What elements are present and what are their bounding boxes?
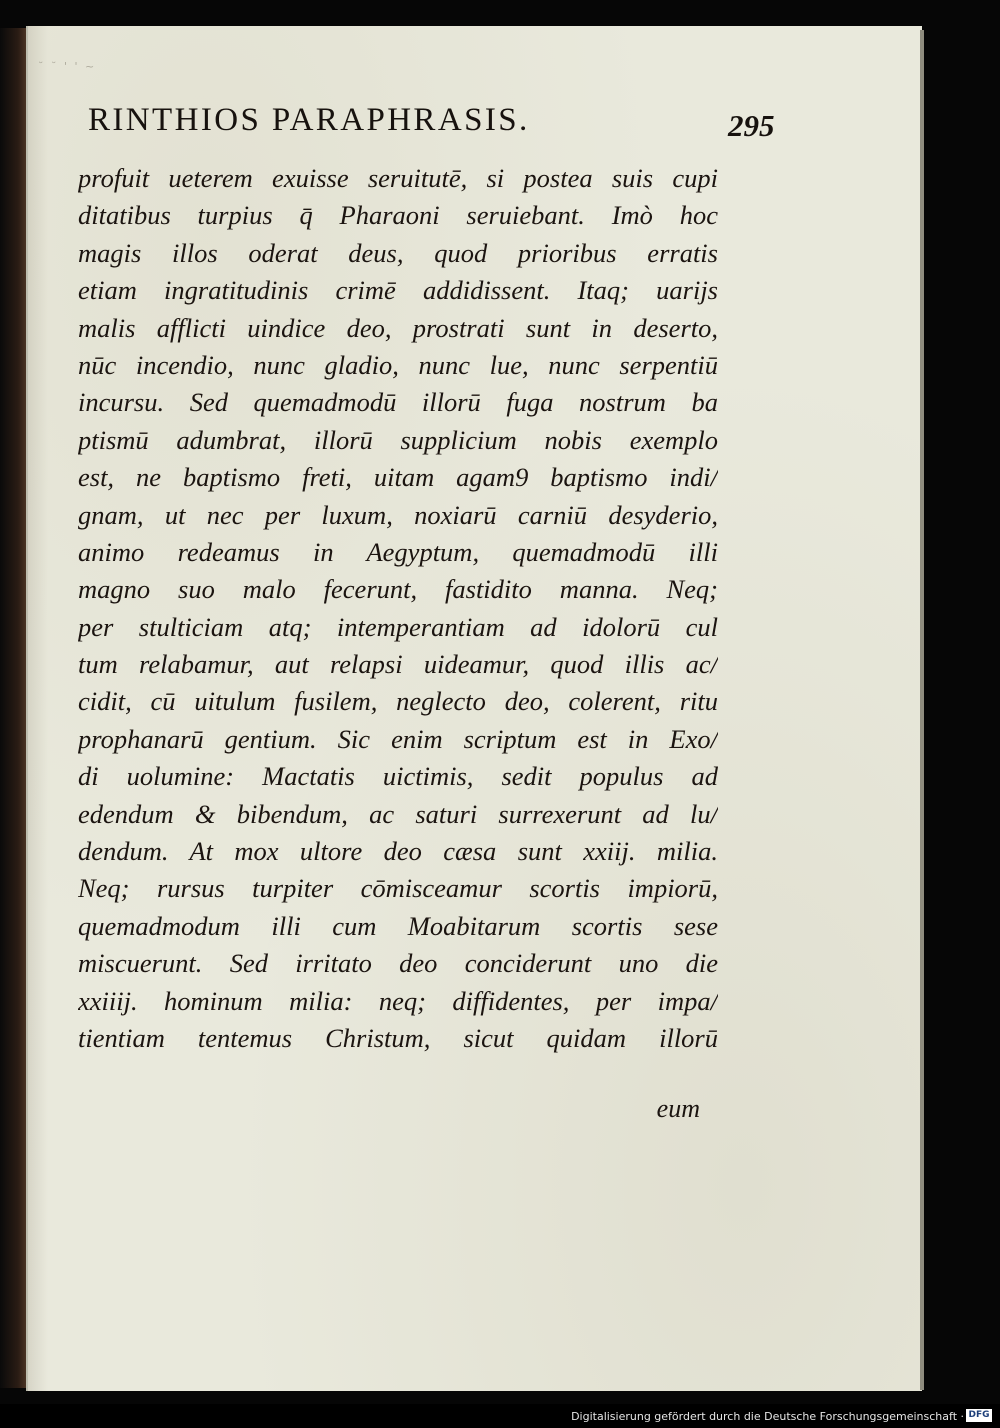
- text-line: gnam, ut nec per luxum, noxiarū carniū desyderio,: [78, 499, 718, 530]
- dfg-logo[interactable]: DFG: [966, 1409, 992, 1422]
- text-line: profuit ueterem exuisse seruitutē, si postea suis cupi: [78, 163, 718, 193]
- text-line: etiam ingratitudinis crimē addidissent. Itaq; uariјs: [78, 275, 718, 306]
- catchword: eum: [656, 1094, 700, 1123]
- text-line: est, ne baptismo freti, uitam agam9 baptismo indi/: [78, 462, 718, 493]
- text-line: prophanarū gentium. Sic enim scriptum est in Exo/: [78, 723, 718, 754]
- text-line: edendum & bibendum, ac saturi surrexerunt ad lu/: [78, 798, 718, 829]
- footer-credit: Digitalisierung gefördert durch die Deutsche Forschungsgemeinschaft ·: [571, 1410, 964, 1423]
- text-line: miscuerunt. Sed irritato deo conciderunt uno die: [78, 948, 718, 979]
- text-line: cidit, cū uitulum fusilem, neglecto deo, colerent, ritu: [78, 686, 718, 717]
- text-line: tientiam tentemus Christum, sicut quidam illorū: [78, 1022, 718, 1053]
- text-line: tum relabamur, aut relapsi uideamur, quod illis ac/: [78, 649, 718, 680]
- text-line: ditatibus turpius q̄ Pharaoni seruiebant. Imò hoc: [78, 200, 718, 231]
- text-line: magis illos oderat deus, quod prioribus erratis: [78, 237, 718, 268]
- text-line: nūc incendio, nunc gladio, nunc lue, nunc serpentiū: [78, 349, 718, 380]
- text-line: incursu. Sed quemadmodū illorū fuga nostrum ba: [78, 387, 718, 418]
- text-line: magno suo malo fecerunt, fastidito manna. Neq;: [78, 574, 718, 605]
- running-head: RINTHIOS PARAPHRASIS.: [88, 102, 530, 138]
- text-line: di uolumine: Mactatis uictimis, sedit populus ad: [78, 761, 718, 792]
- text-line: dendum. At mox ultore deo cæsa sunt xxiij. milia.: [78, 836, 718, 867]
- text-line: per stulticiam atq; intemperantiam ad idolorū cul: [78, 611, 718, 642]
- text-line: Neq; rursus turpiter cōmisceamur scortis impiorū,: [78, 873, 718, 904]
- text-line: ptismū adumbrat, illorū supplicium nobis exemplo: [78, 424, 718, 455]
- text-line: xxiiij. hominum milia: neq; diffidentes, per impa/: [78, 985, 718, 1016]
- text-line: malis afflicti uindice deo, prostrati sunt in deserto,: [78, 312, 718, 343]
- page-number: 295: [728, 108, 775, 143]
- text-line: quemadmodum illi cum Moabitarum scortis sese: [78, 910, 718, 941]
- text-line: animo redeamus in Aegyptum, quemadmodū illi: [78, 536, 718, 567]
- page-edge-shadow: [920, 30, 924, 1390]
- main-text-block: [78, 160, 718, 1057]
- marginal-ink-marks: ˘ ˘ ' ' ~: [38, 60, 97, 73]
